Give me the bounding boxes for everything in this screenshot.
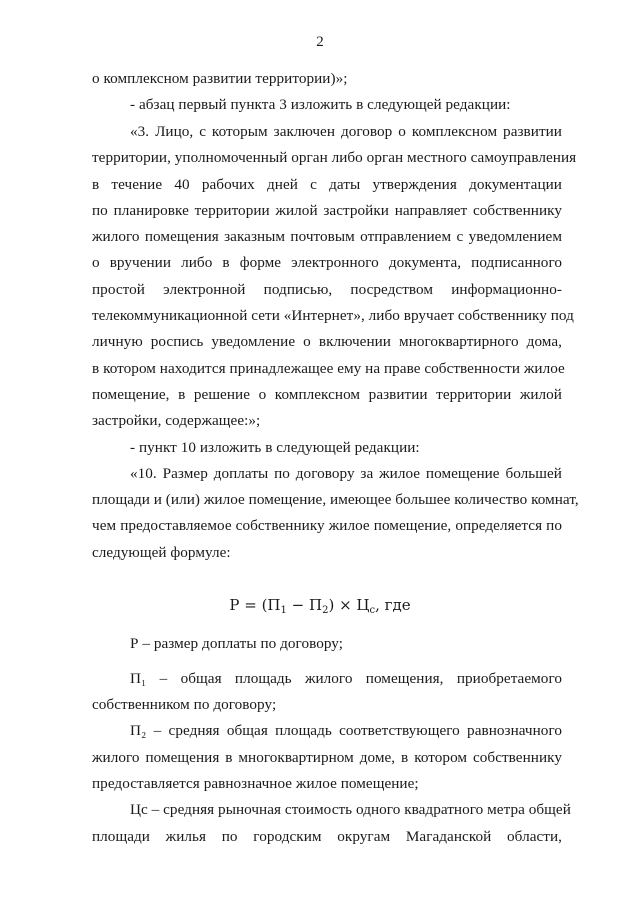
text-line: П₂ – средняя общая площадь соответствующего равнозначного [130, 722, 562, 739]
text-line: по планировке территории жилой застройки направляет собственнику [92, 202, 562, 219]
text-line: площади и (или) жилое помещение, имеющее большее количество комнат, [92, 491, 579, 508]
text-line: личную роспись уведомление о включении многоквартирного дома, [92, 333, 562, 350]
text-line: площади жилья по городским округам Магаданской области, [92, 828, 562, 845]
text-line: жилого помещения заказным почтовым отправлением с уведомлением [92, 228, 562, 245]
page-number: 2 [316, 34, 324, 50]
text-line: «3. Лицо, с которым заключен договор о комплексном развитии [130, 123, 562, 140]
text-line: телекоммуникационной сети «Интернет», либо вручает собственнику под [92, 307, 574, 324]
text-line: в котором находится принадлежащее ему на праве собственности жилое [92, 360, 565, 377]
text-line: жилого помещения в многоквартирном доме, в котором собственнику [92, 749, 562, 766]
text-line: чем предоставляемое собственнику жилое помещение, определяется по [92, 517, 562, 534]
text-line: - абзац первый пункта 3 изложить в следующей редакции: [130, 96, 511, 113]
text-line: Цс – средняя рыночная стоимость одного квадратного метра общей [130, 801, 571, 818]
text-line: - пункт 10 изложить в следующей редакции: [130, 439, 420, 456]
text-line: Р – размер доплаты по договору; [130, 635, 344, 652]
text-line: помещение, в решение о комплексном развитии территории жилой [92, 386, 562, 403]
text-line: о комплексном развитии территории)»; [92, 70, 348, 87]
text-line: предоставляется равнозначное жилое помещение; [92, 775, 419, 792]
text-line: простой электронной подписью, посредством информационно- [92, 281, 562, 298]
doplata-formula: $P = (П_1 - П_2) \times Ц_с$, где [229, 596, 411, 616]
text-line: П₁ – общая площадь жилого помещения, приобретаемого [130, 670, 562, 687]
text-line: о вручении либо в форме электронного документа, подписанного [92, 254, 562, 271]
text-line: в течение 40 рабочих дней с даты утверждения документации [92, 176, 562, 193]
text-line: территории, уполномоченный орган либо орган местного самоуправления [92, 149, 577, 166]
text-line: собственником по договору; [92, 696, 277, 713]
text-line: «10. Размер доплаты по договору за жилое помещение большей [130, 465, 562, 482]
text-line: следующей формуле: [92, 544, 231, 561]
text-line: застройки, содержащее:»; [92, 412, 261, 429]
